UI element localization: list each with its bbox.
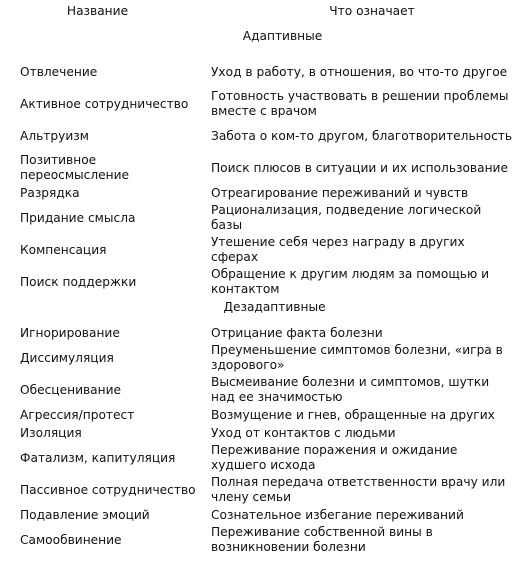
table-row [0,234,517,266]
table-row [0,424,517,442]
row-meaning: Поиск плюсов в ситуации и их использование [211,160,508,175]
table-row [0,406,517,424]
section-header-maladaptive [0,298,517,324]
row-name: Пассивное сотрудничество [20,482,196,497]
table-header-row [0,4,517,29]
table-row [0,184,517,202]
row-name: Альтруизм [20,128,89,143]
table-body [0,29,517,556]
row-name: Самообвинение [20,532,122,547]
row-meaning: Отреагирование переживаний и чувств [211,185,469,200]
table-row [0,88,517,120]
table-row [0,374,517,406]
row-meaning: Высмеивание болезни и симптомов, шутки над ее значимостью [211,375,490,404]
row-meaning: Преуменьшение симптомов болезни, «игра в здорового» [211,343,503,372]
table-row [0,524,517,556]
table-row [0,506,517,524]
row-meaning: Рационализация, подведение логической базы [211,203,482,232]
row-name: Подавление эмоций [20,507,150,522]
section-title: Адаптивные [242,29,323,43]
row-meaning: Утешение себя через награду в других сферах [211,235,465,264]
table-row [0,56,517,88]
row-name: Компенсация [20,242,107,257]
coping-strategies-table [0,4,517,556]
table-row [0,202,517,234]
row-meaning: Готовность участвовать в решении проблемы вместе с врачом [211,89,509,118]
row-name: Игнорирование [20,325,120,340]
row-name: Отвлечение [20,64,98,79]
row-name: Позитивное переосмысление [20,153,130,182]
table-row [0,442,517,474]
column-header-meaning: Что означает [329,4,415,18]
row-name: Придание смысла [20,210,136,225]
row-meaning: Переживание собственной вины в возникновении болезни [211,525,433,554]
row-name: Разрядка [20,185,80,200]
row-name: Агрессия/протест [20,407,135,422]
row-name: Фатализм, капитуляция [20,450,176,465]
table-row [0,152,517,184]
row-name: Изоляция [20,425,82,440]
row-name: Активное сотрудничество [20,96,189,111]
row-meaning: Уход в работу, в отношения, во что-то другое [211,64,508,79]
row-meaning: Сознательное избегание переживаний [211,507,464,522]
row-name: Поиск поддержки [20,274,137,289]
row-name: Обесценивание [20,382,122,397]
table-row [0,266,517,298]
section-title: Дезадаптивные [223,300,326,314]
row-meaning: Переживание поражения и ожидание худшего исхода [211,443,458,472]
row-meaning: Забота о ком-то другом, благотворительность [211,128,513,143]
row-meaning: Возмущение и гнев, обращенные на других [211,407,495,422]
table-row [0,324,517,342]
row-meaning: Полная передача ответственности врачу или члену семьи [211,475,506,504]
table-row [0,342,517,374]
row-meaning: Обращение к другим людям за помощью и контактом [211,267,490,296]
table-row [0,474,517,506]
column-header-name: Название [66,4,129,18]
row-meaning: Уход от контактов с людьми [211,425,396,440]
row-meaning: Отрицание факта болезни [211,325,383,340]
row-name: Диссимуляция [20,350,114,365]
table-row [0,120,517,152]
section-header-adaptive [0,29,517,56]
